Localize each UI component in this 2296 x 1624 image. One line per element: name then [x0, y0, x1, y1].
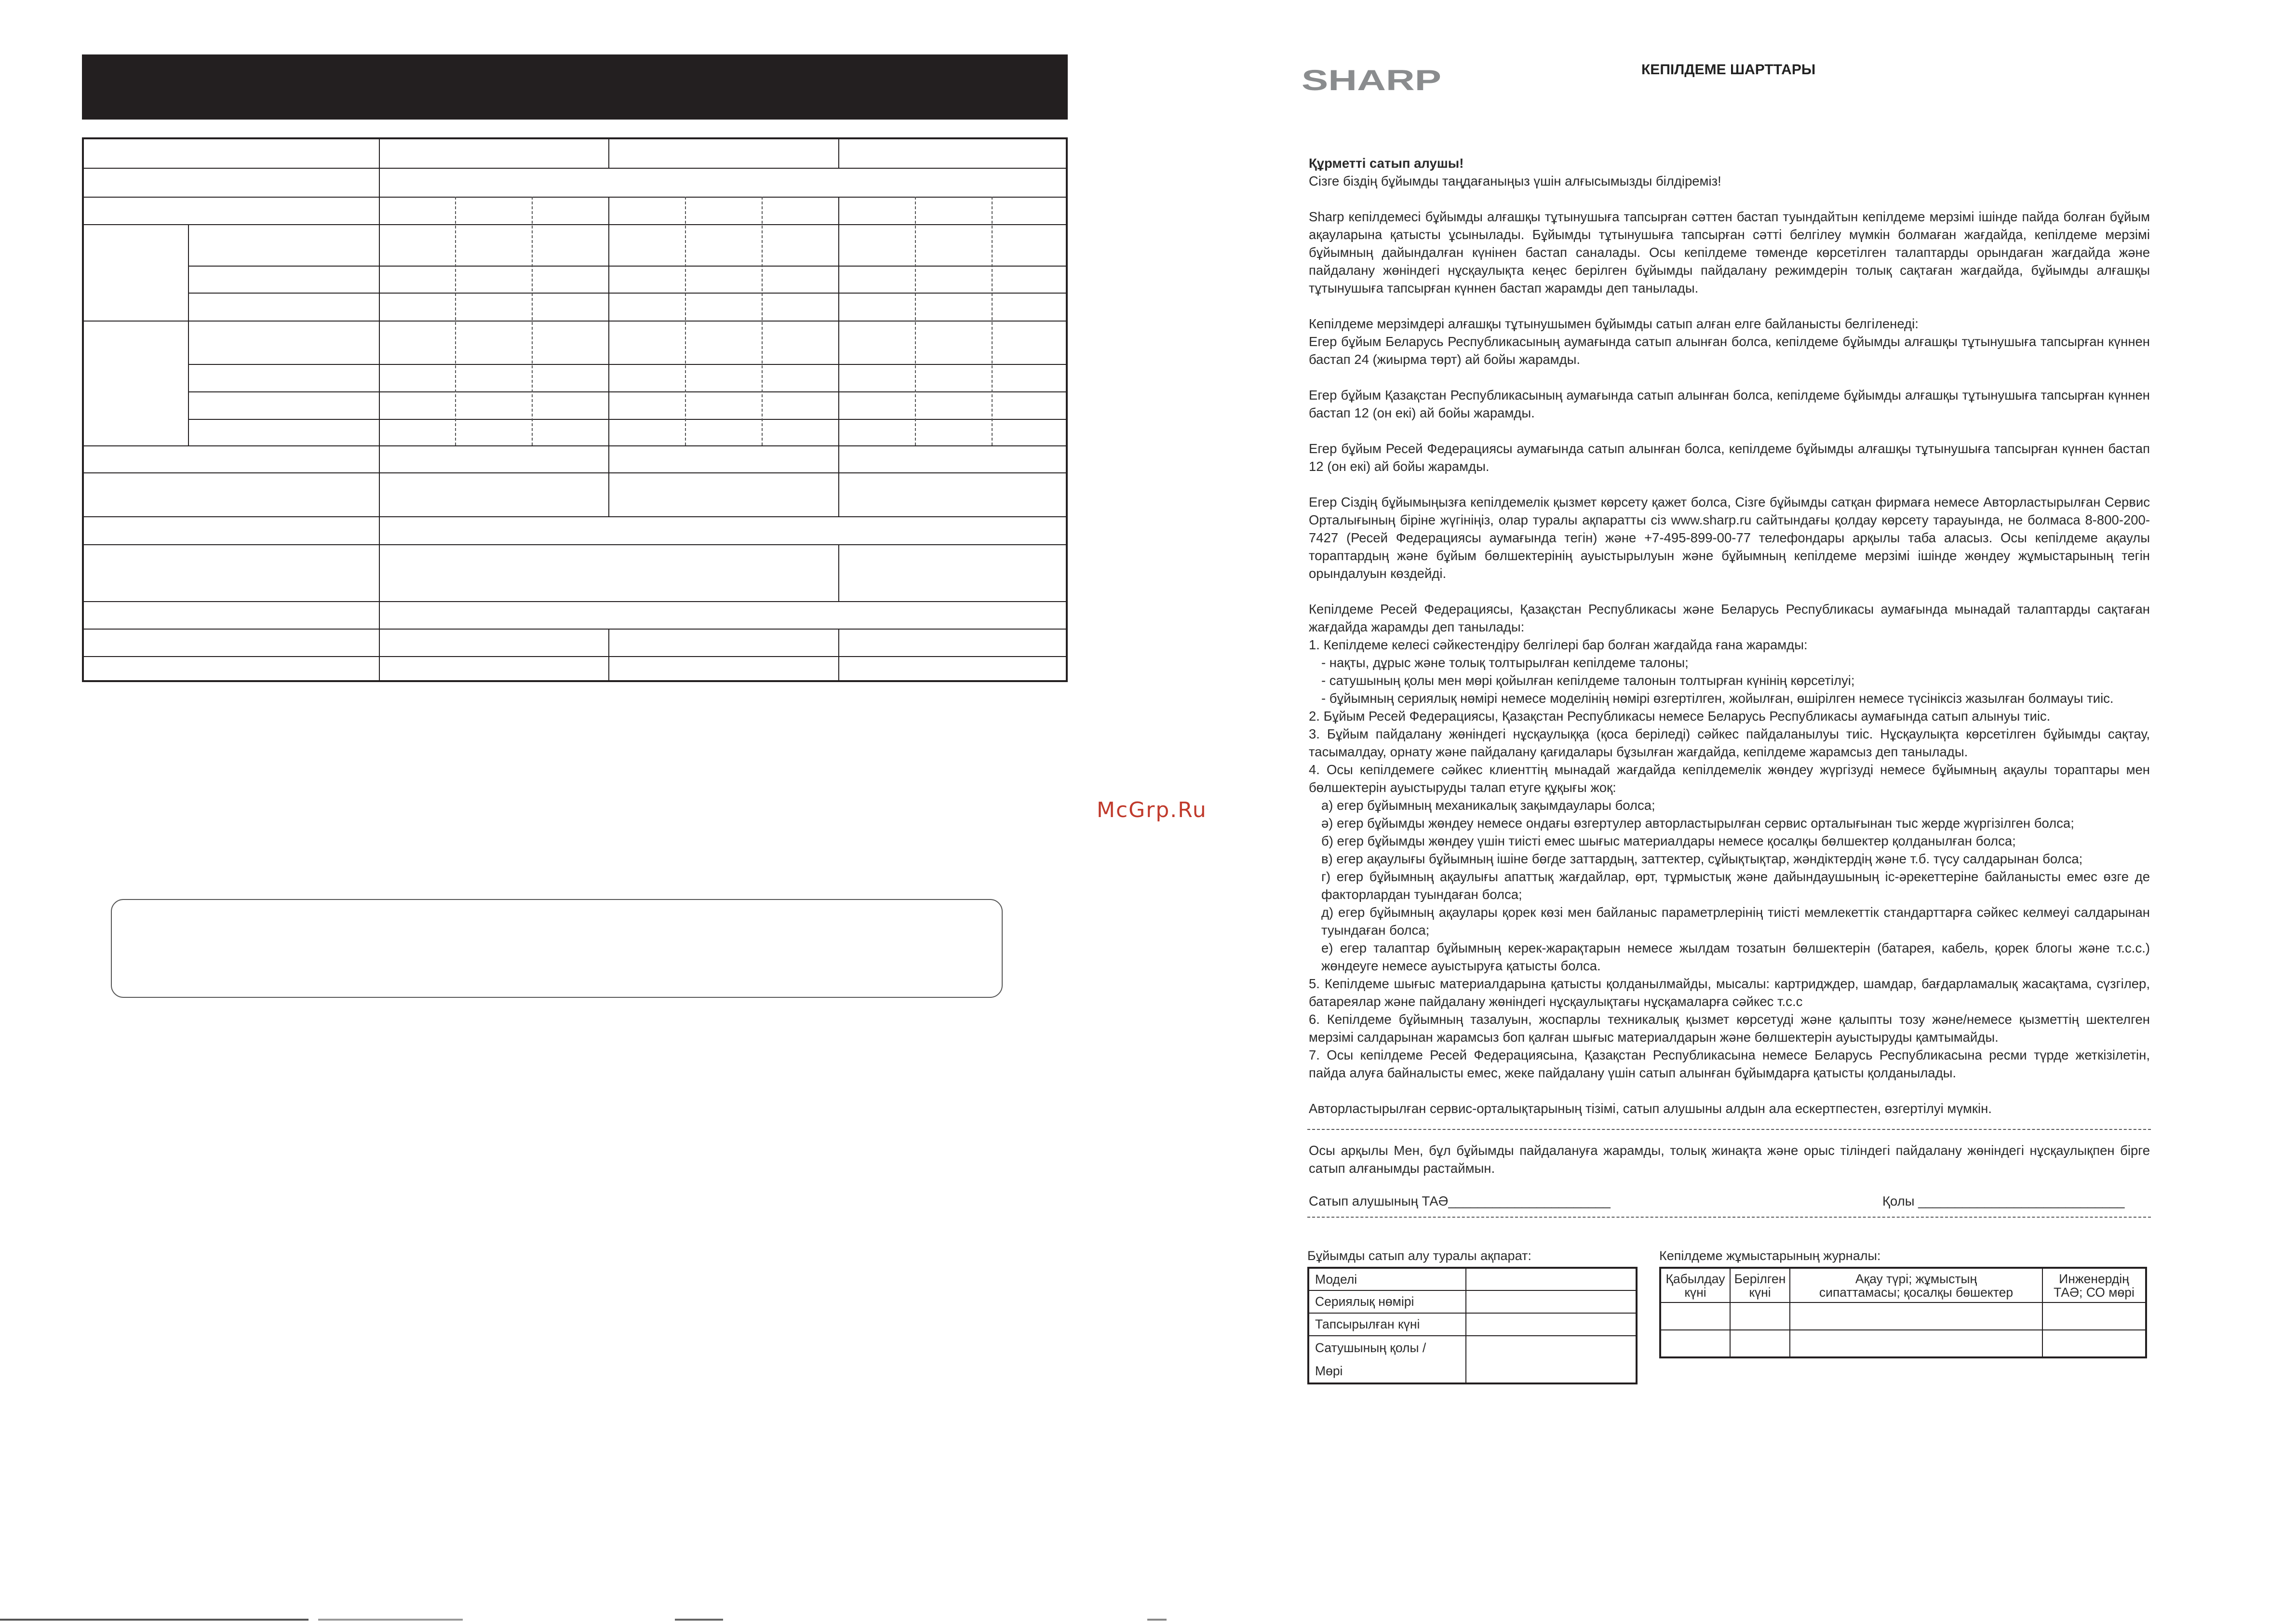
condition-item: в) егер ақаулығы бұйымның ішіне бөгде заттардың, заттектер, сұйықтықтар, жәндіктердің және т.б. түсу салдарынан болса;: [1321, 851, 2083, 866]
logo-text: SHARP: [1302, 65, 1441, 94]
document-title: КЕПІЛДЕМЕ ШАРТТАРЫ: [1641, 62, 1816, 78]
cell[interactable]: [2042, 1330, 2146, 1357]
paragraph-2: Кепілдеме мерзімдері алғашқы тұтынушымен бұйымды сатып алған елге байланысты белгіленеді:: [1309, 316, 1919, 331]
condition-item: 4. Осы кепілдемеге сәйкес клиенттің мынадай жағдайда кепілдемелік жөндеу жүргізуді немесе бұйымның ақаулы тораптары мен бөлшектерін ауыстыруды талап етуге құқығы жоқ:: [1309, 762, 2150, 795]
condition-item: а) егер бұйымның механикалық зақымдаулары болса;: [1321, 798, 1655, 813]
paragraph-3: Егер бұйым Қазақстан Республикасының аумағында сатып алынған болса, кепілдеме бұйымды алғашқы тұтынушыға тапсырған күннен бастап 12 (он екі) ай бойы жарамды.: [1309, 388, 2150, 420]
condition-item: 7. Осы кепілдеме Ресей Федерациясына, Қазақстан Республикасына немесе Беларусь Республикасына ресми түрде жеткізілетін, пайда алуға байналысты емес, жеке пайдалану үшін сатып алынған бұйымдарға қатысты қолданылады.: [1309, 1047, 2150, 1080]
cell[interactable]: [1790, 1302, 2042, 1330]
note-box: [111, 899, 1003, 998]
condition-item: 2. Бұйым Ресей Федерациясы, Қазақстан Республикасы немесе Беларусь Республикасы аумағында сатып алынуы тиіс.: [1309, 709, 2051, 724]
purchase-info-table: [1307, 1267, 1638, 1384]
table-row: [1660, 1330, 2146, 1357]
col-received-date: Қабылдау күні: [1660, 1268, 1730, 1302]
bottom-edge-marks: [0, 1619, 2296, 1621]
buyer-name-field[interactable]: Сатып алушының ТАӘ______________________: [1309, 1194, 1611, 1208]
paragraph-4: Егер бұйым Ресей Федерациясы аумағында сатып алынған болса, кепілдеме бұйымды алғашқы тұтынушыға тапсырған күннен бастап 12 (он екі) ай бойы жарамды.: [1309, 441, 2150, 474]
paragraph-2b: Егер бұйым Беларусь Республикасының аумағында сатып алынған болса, кепілдеме бұйымды алғашқы тұтынушыға тапсырған күннен бастап 24 (жиырма төрт) ай бойы жарамды.: [1309, 334, 2150, 367]
warranty-body: [1309, 154, 2150, 1117]
sharp-logo: [1302, 65, 1444, 94]
condition-item: - нақты, дұрыс және толық толтырылған кепілдеме талоны;: [1321, 655, 1689, 670]
paragraph-6: Кепілдеме Ресей Федерациясы, Қазақстан Республикасы және Беларусь Республикасы аумағында мынадай талаптарды сақтаған жағдайда жарамды деп танылады:: [1309, 602, 2150, 634]
condition-item: 6. Кепілдеме бұйымның тазалуын, жоспарлы техникалық қызмет көрсетуді және қалыпты тозу және/немесе қызметтің шектелген мерзімі салдарынан жарамсыз боп қалған шығыс материалдарын және бөлшектерін ауыстыруды қамтымайды.: [1309, 1012, 2150, 1045]
thanks: Сізге біздің бұйымды таңдағаныңыз үшін алғысымызды білдіреміз!: [1309, 174, 1721, 188]
condition-item: 3. Бұйым пайдалану жөніндегі нұсқаулыққа (қоса беріледі) сәйкес пайдаланылуы тиіс. Нұсқаулықта көрсетілген бұйымды сақтау, тасымалдау, орнату және пайдалану қағидалары бұзылған жағдайда, кепілдеме жарамсыз деп танылады.: [1309, 726, 2150, 759]
repair-log-title: Кепілдеме жұмыстарының журналы:: [1659, 1248, 1881, 1263]
condition-item: д) егер бұйымның ақаулары қорек көзі мен байланыс параметрлерінің тиісті мемлекеттік стандарттарға сәйкес келмеуі салдарынан туындаған болса;: [1321, 905, 2150, 938]
watermark: McGrp.Ru: [1097, 798, 1207, 822]
spec-table: [82, 137, 1068, 682]
buyer-signature-field[interactable]: Қолы ____________________________: [1882, 1194, 2125, 1208]
cell[interactable]: [1730, 1302, 1790, 1330]
cut-line: [1307, 1217, 2151, 1218]
condition-item: - сатушының қолы мен мөрі қойылған кепілдеме талонын толтырған күнінің көрсетілуі;: [1321, 673, 1855, 688]
paragraph-5: Егер Сіздің бұйымыңызға кепілдемелік қызмет көрсету қажет болса, Сізге бұйымды сатқан фирмаға немесе Авторластырылған Сервис Орталығының біріне жүгініңіз, олар туралы ақпаратты сіз www.sharp.ru сайтындағы қолдау көрсету тарауында, не болмаса 8-800-200-7427 (Ресей Федерациясы аумағында тегін) және +7-495-899-00-77 телефондары арқылы таба аласыз. Осы кепілдеме ақаулы тораптардың және бұйым бөлшектерінің ауыстырылуын және бұйымның кепілдеме мерзімі ішінде жөндеу жұмыстарының тегін орындалуын көздейді.: [1309, 495, 2150, 581]
header-bar: [82, 54, 1068, 120]
model-value[interactable]: [1466, 1268, 1637, 1290]
condition-item: б) егер бұйымды жөндеу үшін тиісті емес шығыс материалдары немесе қосалқы бөлшектер қолданылған болса;: [1321, 833, 2016, 848]
condition-item: 1. Кепілдеме келесі сәйкестендіру белгілері бар болған жағдайда ғана жарамды:: [1309, 637, 1808, 652]
cell[interactable]: [1730, 1330, 1790, 1357]
table-row: [1660, 1302, 2146, 1330]
cell[interactable]: [2042, 1302, 2146, 1330]
cell[interactable]: [1790, 1330, 2042, 1357]
cell[interactable]: [1660, 1302, 1730, 1330]
seller-stamp-label: Сатушының қолы / Мөрі: [1308, 1336, 1466, 1383]
serial-value[interactable]: [1466, 1290, 1637, 1313]
col-defect-description: Ақау түрі; жұмыстың сипаттамасы; қосалқы бөшектер: [1790, 1268, 2042, 1302]
model-label: Моделі: [1308, 1268, 1466, 1290]
serial-label: Сериялық нөмірі: [1308, 1290, 1466, 1313]
delivery-date-value[interactable]: [1466, 1313, 1637, 1336]
col-engineer: Инженердің ТАӘ; СО мөрі: [2042, 1268, 2146, 1302]
condition-item: 5. Кепілдеме шығыс материалдарына қатысты қолданылмайды, мысалы: картридждер, шамдар, бағдарламалық жасақтама, сүзгілер, батареялар және пайдалану жөніндегі нұсқаулықтағы нұсқамаларға сәйкес т.с.с: [1309, 976, 2150, 1009]
acknowledgement: Осы арқылы Мен, бұл бұйымды пайдалануға жарамды, толық жинақта және орыс тіліндегі пайдалану жөніндегі нұсқаулықпен бірге сатып алғанымды растаймын.: [1309, 1143, 2150, 1176]
purchase-info-title: Бұйымды сатып алу туралы ақпарат:: [1307, 1248, 1531, 1263]
delivery-date-label: Тапсырылған күні: [1308, 1313, 1466, 1336]
greeting: Құрметті сатып алушы!: [1309, 156, 1464, 171]
seller-stamp-value[interactable]: [1466, 1336, 1637, 1383]
cell[interactable]: [1660, 1330, 1730, 1357]
repair-log-table: [1659, 1267, 2147, 1358]
col-issued-date: Берілген күні: [1730, 1268, 1790, 1302]
paragraph-1: Sharp кепілдемесі бұйымды алғашқы тұтынушыға тапсырған сәттен бастап туындайтын кепілдеме мерзімі ішінде пайда болған бұйым ақауларына қатысты ұсынылады. Бұйымды тұтынушыға тапсырған сәтті белгілеу мүмкін болмаған жағдайда, кепілдеме мерзімі бұйымның дайындалған күнінен бастап саналады. Осы кепілдеме төменде көрсетілген талаптарды орындаған жағдайда және пайдалану жөніндегі нұсқаулықта кеңес берілген бұйымды пайдалану режимдерін толық сақтаған жағдайда, бұйымды алғашқы тұтынушыға тапсырған күннен бастап жарамды деп танылады.: [1309, 209, 2150, 295]
cut-line: [1307, 1129, 2151, 1130]
paragraph-7: Авторластырылған сервис-орталықтарының тізімі, сатып алушыны алдын ала ескертпестен, өзгертілуі мүмкін.: [1309, 1101, 1992, 1116]
condition-item: г) егер бұйымның ақаулығы апаттық жағдайлар, өрт, тұрмыстық және дайындаушының іс-әрекеттеріне байланысты емес өзге де факторлардан туындаған болса;: [1321, 869, 2150, 902]
condition-item: - бұйымның сериялық нөмірі немесе моделінің нөмірі өзгертілген, жойылған, өшірілген немесе түсініксіз жазылған болмауы тиіс.: [1321, 691, 2114, 706]
condition-item: ә) егер бұйымды жөндеу немесе ондағы өзгертулер авторластырылған сервис орталығынан тыс жерде жүргізілген болса;: [1321, 816, 2074, 831]
condition-item: е) егер талаптар бұйымның керек-жарақтарын немесе жылдам тозатын бөлшектерін (батарея, кабель, қорек блогы және т.с.с.) жөндеуге немесе ауыстыруға қатысты болса.: [1321, 940, 2150, 973]
